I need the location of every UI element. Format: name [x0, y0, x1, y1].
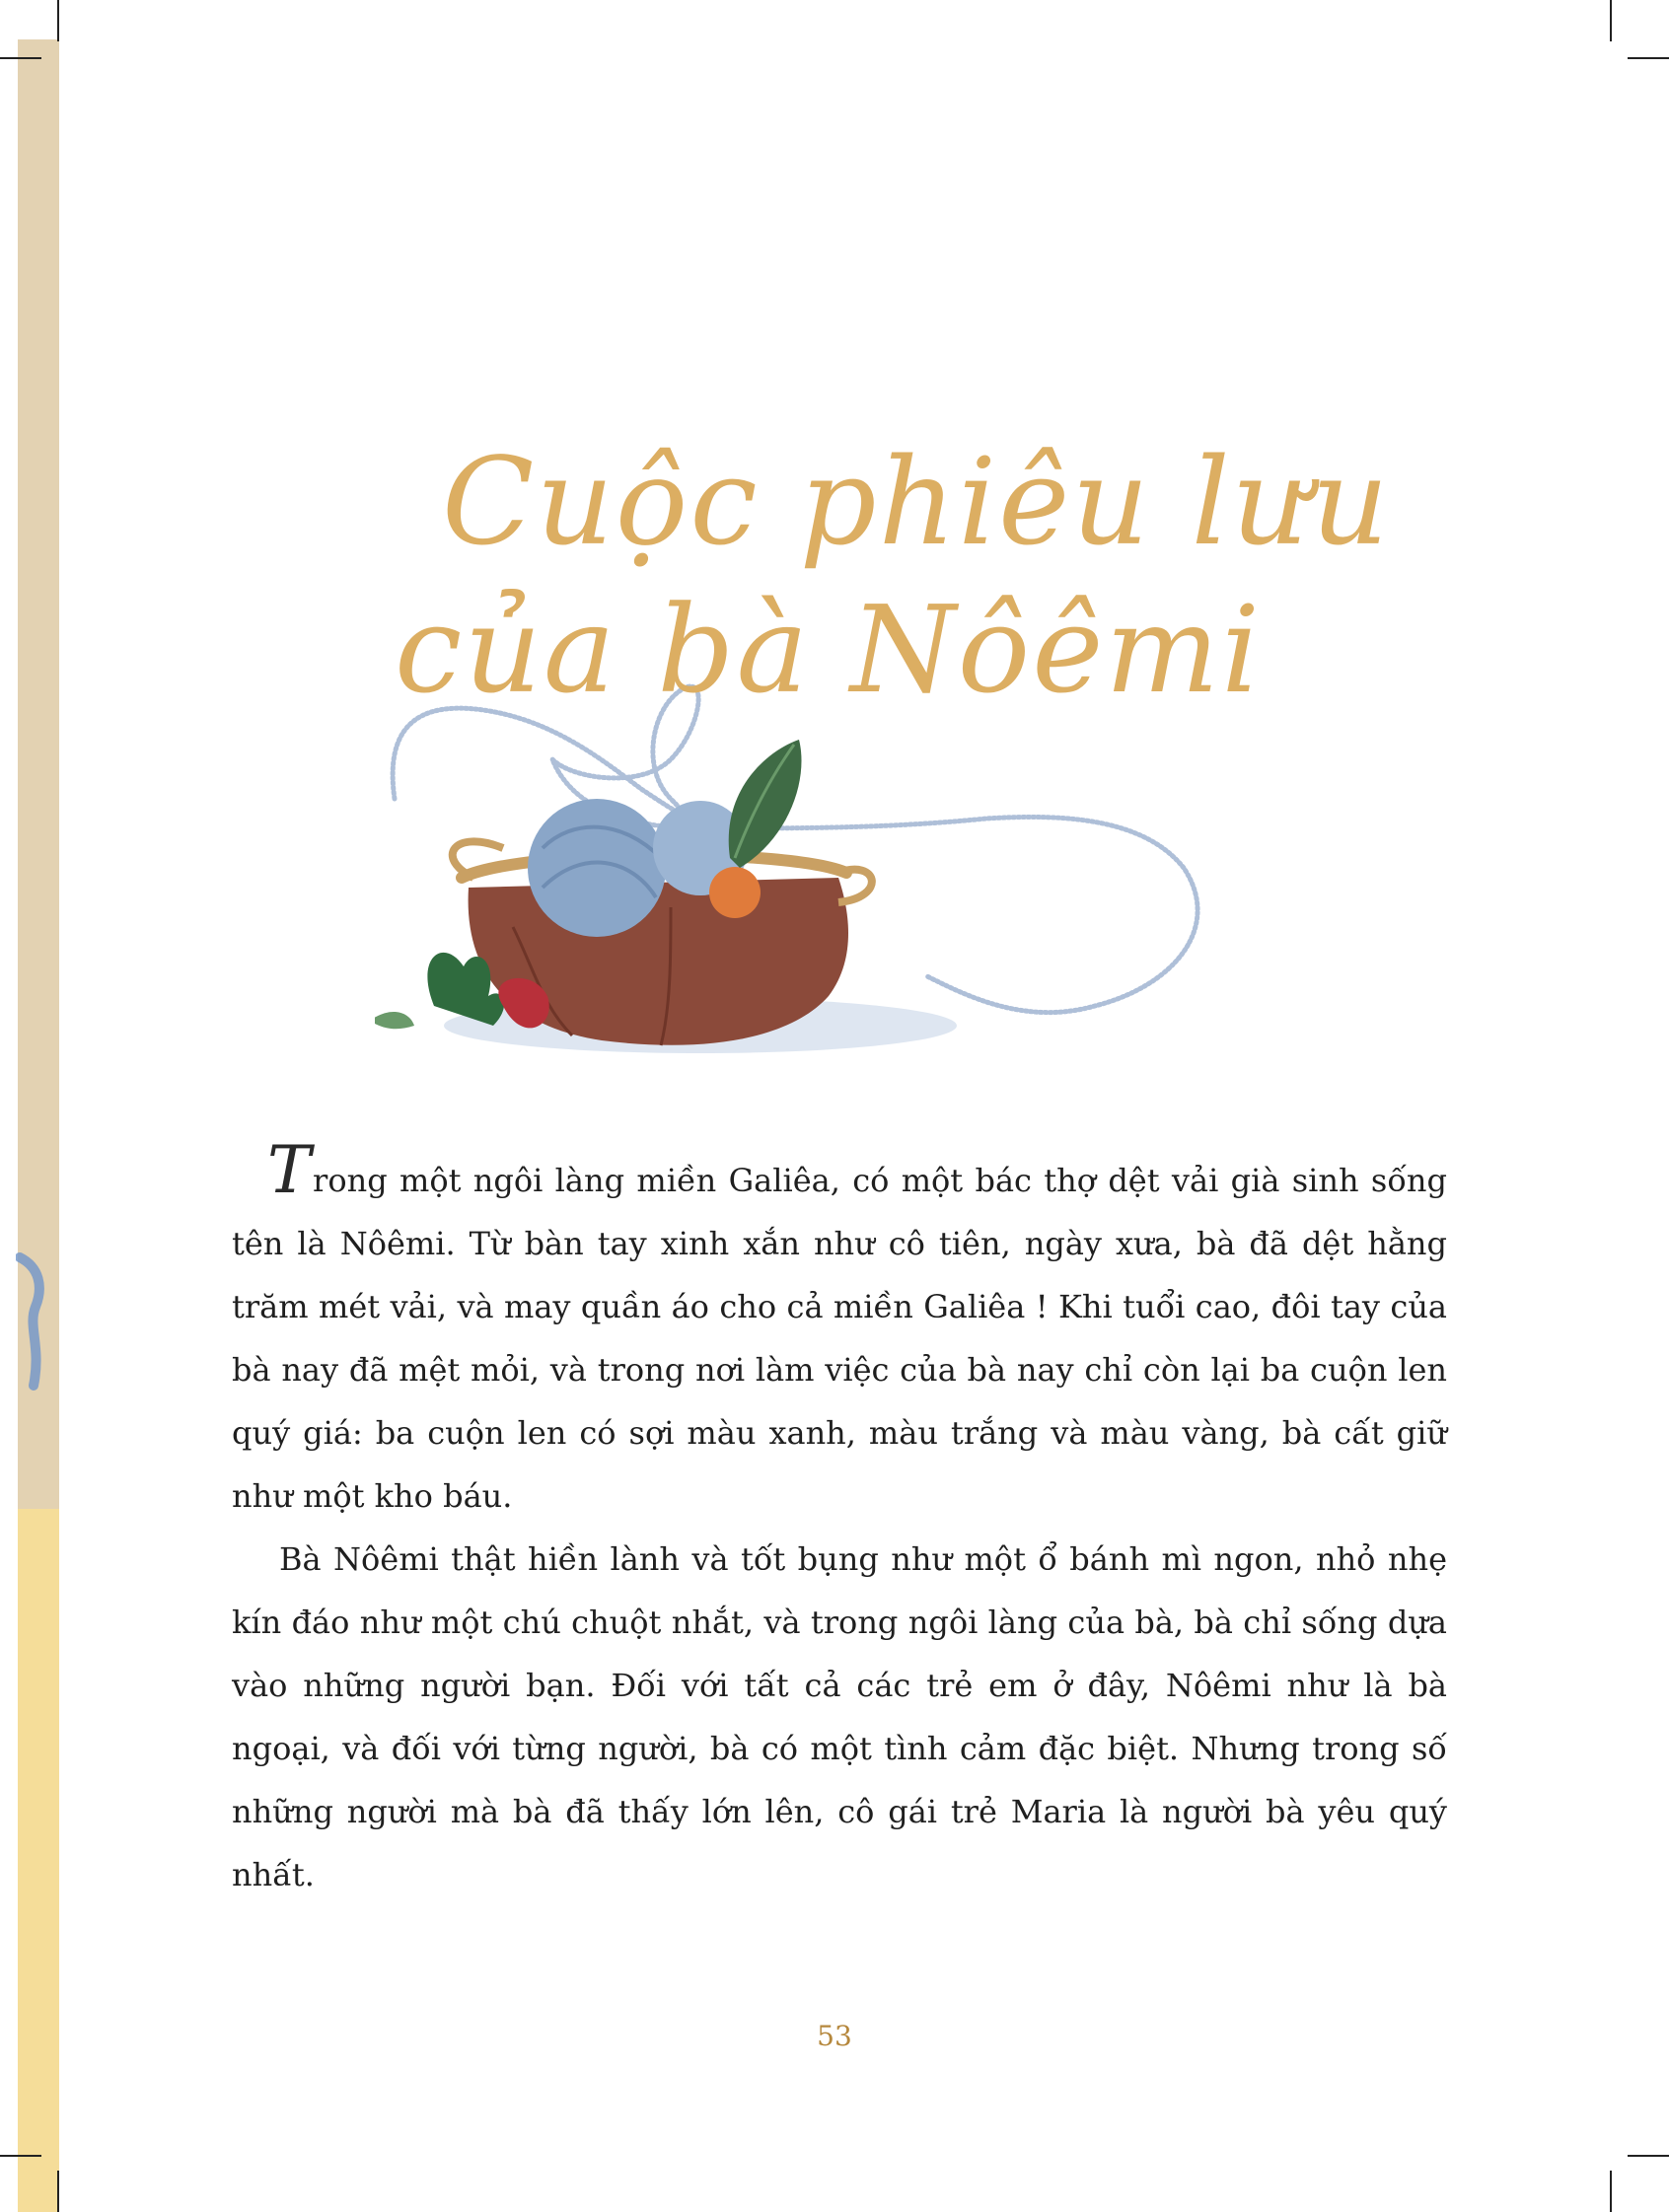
paragraph-1-text: rong một ngôi làng miền Galiêa, có một bác thợ dệt vải già sinh sống tên là Nôêmi. Từ bàn tay xinh xắn như cô tiên, ngày xưa, bà đã dệt hằng trăm mét vải, và may quần áo cho cả miền Galiêa ! Khi tuổi cao, đôi tay của bà nay đã mệt mỏi, và trong nơi làm việc của bà nay chỉ còn lại ba cuộn len quý giá: ba cuộn len có sợi màu xanh, màu trắng và màu vàng, bà cất giữ như một kho báu.: [232, 1162, 1447, 1515]
crop-mark-top-left-h: [0, 57, 41, 59]
leaf-small: [375, 1012, 414, 1029]
drop-cap: T: [267, 1132, 312, 1208]
title-line-1: Cuộc phiêu lưu: [442, 432, 1391, 572]
crop-mark-top-right-v: [1610, 0, 1612, 41]
title-line-2: của bà Nôêmi: [395, 580, 1263, 720]
crop-mark-bottom-left-h: [0, 2155, 41, 2157]
paragraph-1: [232, 1132, 1447, 1528]
crop-mark-top-right-h: [1628, 57, 1669, 59]
title: [375, 394, 1391, 749]
crop-mark-bottom-left-v: [57, 2171, 59, 2212]
story-text: [232, 1132, 1447, 1906]
crop-mark-bottom-right-h: [1628, 2155, 1669, 2157]
paragraph-2: Bà Nôêmi thật hiền lành và tốt bụng như một ổ bánh mì ngon, nhỏ nhẹ kín đáo như một chú chuột nhắt, và trong ngôi làng của bà, bà chỉ sống dựa vào những người bạn. Đối với tất cả các trẻ em ở đây, Nôêmi như là bà ngoại, và đối với từng người, bà có một tình cảm đặc biệt. Nhưng trong số những người mà bà đã thấy lớn lên, cô gái trẻ Maria là người bà yêu quý nhất.: [232, 1540, 1447, 1893]
orange: [709, 867, 761, 918]
yarn-ball-blue: [528, 799, 666, 937]
crop-mark-top-left-v: [57, 0, 59, 41]
blue-brush-mark: [16, 1248, 45, 1395]
left-decorative-strip-bottom: [18, 1509, 59, 2212]
page-number: 53: [817, 2020, 852, 2052]
crop-mark-bottom-right-v: [1610, 2171, 1612, 2212]
